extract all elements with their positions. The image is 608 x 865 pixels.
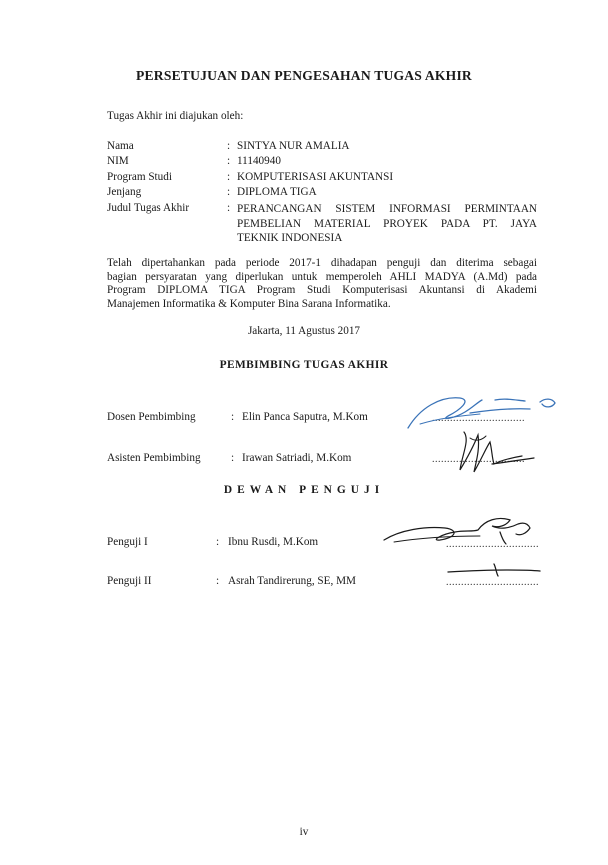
- penguji-2-name: Asrah Tandirerung, SE, MM: [228, 575, 356, 587]
- field-jenjang: [107, 186, 547, 200]
- intro-text: Tugas Akhir ini diajukan oleh:: [107, 110, 244, 122]
- signature-asisten-pembimbing: [452, 420, 542, 480]
- field-nim: [107, 155, 547, 169]
- field-label: Judul Tugas Akhir: [107, 202, 190, 214]
- dosen-pembimbing-colon: :: [231, 411, 235, 423]
- signature-line: ...............................: [446, 577, 539, 588]
- signature-line: ...............................: [432, 413, 525, 424]
- field-colon: :: [227, 155, 231, 167]
- field-colon: :: [227, 171, 231, 183]
- dosen-pembimbing-name: Elin Panca Saputra, M.Kom: [242, 411, 368, 423]
- asisten-pembimbing-colon: :: [231, 452, 235, 464]
- field-value: DIPLOMA TIGA: [237, 186, 317, 198]
- field-colon: :: [227, 202, 231, 214]
- penguji-2-colon: :: [216, 575, 220, 587]
- judul-line: TEKNIK INDONESIA: [237, 232, 343, 244]
- judul-value: [237, 202, 537, 246]
- signature-penguji-1: [380, 510, 550, 550]
- paragraph-line: Program DIPLOMA TIGA Program Studi Komputerisasi Akuntansi di Akademi: [107, 284, 537, 297]
- judul-line: PERANCANGAN SISTEM INFORMASI PERMINTAAN: [237, 203, 537, 215]
- field-colon: :: [227, 186, 231, 198]
- field-value: 11140940: [237, 155, 281, 167]
- paragraph-line: Telah dipertahankan pada periode 2017-1 dihadapan penguji dan diterima sebagai: [107, 257, 537, 269]
- field-colon: :: [227, 140, 231, 152]
- signature-penguji-2: [446, 560, 546, 580]
- penguji-1-colon: :: [216, 536, 220, 548]
- field-label: Nama: [107, 140, 134, 152]
- paragraph-line: Manajemen Informatika & Komputer Bina Sarana Informatika.: [107, 298, 391, 311]
- page-number: iv: [299, 826, 309, 838]
- dosen-pembimbing-label: Dosen Pembimbing: [107, 411, 196, 423]
- field-label: Program Studi: [107, 171, 172, 183]
- field-value: KOMPUTERISASI AKUNTANSI: [237, 171, 394, 183]
- judul-line: PEMBELIAN MATERIAL PROYEK PADA PT. JAYA: [237, 217, 537, 230]
- document-title: PERSETUJUAN DAN PENGESAHAN TUGAS AKHIR: [136, 68, 472, 83]
- pembimbing-title: PEMBIMBING TUGAS AKHIR: [219, 359, 389, 371]
- field-program-studi: [107, 171, 547, 185]
- field-nama: [107, 140, 547, 154]
- penguji-1-name: Ibnu Rusdi, M.Kom: [228, 536, 319, 548]
- signature-line: ...............................: [446, 539, 539, 550]
- signature-line: ...............................: [432, 454, 525, 465]
- dewan-penguji-title: DEWAN PENGUJI: [223, 484, 385, 496]
- field-label: NIM: [107, 155, 129, 167]
- statement-paragraph: [107, 257, 537, 312]
- place-date: Jakarta, 11 Agustus 2017: [247, 325, 361, 337]
- asisten-pembimbing-label: Asisten Pembimbing: [107, 452, 201, 464]
- paragraph-line: bagian persyaratan yang diperlukan untuk memperoleh AHLI MADYA (A.Md) pada: [107, 270, 537, 283]
- penguji-1-label: Penguji I: [107, 536, 148, 548]
- asisten-pembimbing-name: Irawan Satriadi, M.Kom: [242, 452, 352, 464]
- penguji-2-label: Penguji II: [107, 575, 152, 587]
- field-value: SINTYA NUR AMALIA: [237, 140, 350, 152]
- field-label: Jenjang: [107, 186, 142, 198]
